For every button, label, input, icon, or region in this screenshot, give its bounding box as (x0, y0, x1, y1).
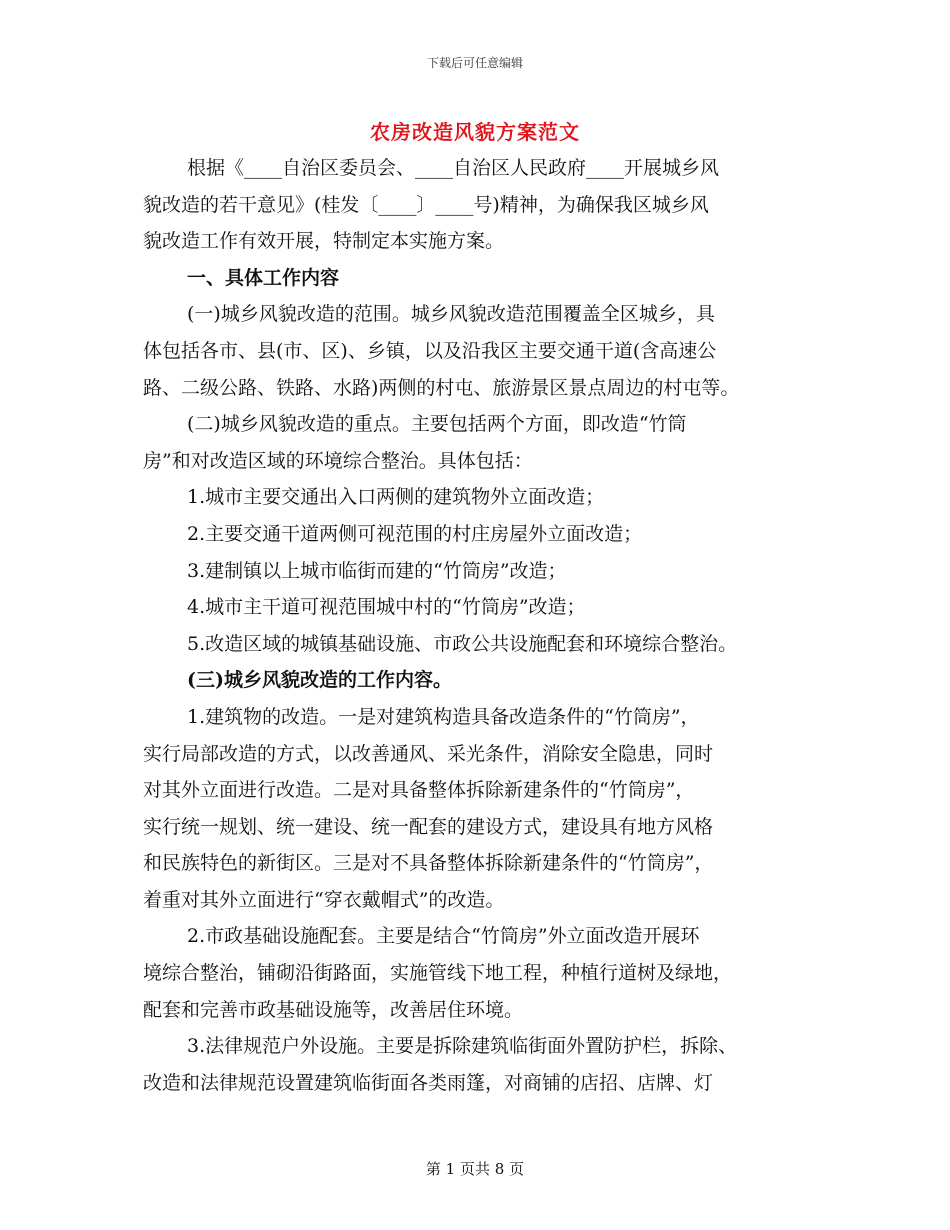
body-line: (二)城乡风貌改造的重点。主要包括两个方面，即改造“竹筒 (187, 413, 687, 436)
body-line: 根据《____自治区委员会、____自治区人民政府____开展城乡风 (187, 157, 720, 179)
body-line: 4.城市主干道可视范围城中村的“竹筒房”改造； (187, 596, 586, 619)
body-line: 改造和法律规范设置建筑临街面各类雨篷，对商铺的店招、店牌、灯 (143, 1071, 714, 1094)
body-line: 2.市政基础设施配套。主要是结合“竹筒房”外立面改造开展环 (187, 925, 700, 948)
body-line: 体包括各市、县(市、区)、乡镇，以及沿我区主要交通干道(含高速公 (143, 339, 717, 362)
body-line: 5.改造区域的城镇基础设施、市政公共设施配套和环境综合整治。 (187, 632, 738, 655)
body-line: 3.法律规范户外设施。主要是拆除建筑临街面外置防护栏，拆除、 (187, 1035, 738, 1058)
body-line: 1.建筑物的改造。一是对建筑构造具备改造条件的“竹筒房”， (187, 705, 700, 728)
body-line: 貌改造的若干意见》(桂发〔____〕____号)精神，为确保我区城乡风 (143, 193, 709, 216)
section-heading: (三)城乡风貌改造的工作内容。 (187, 669, 452, 692)
body-line: 房”和对改造区域的环境综合整治。具体包括： (143, 449, 533, 472)
document-body (143, 150, 823, 1101)
body-line: 路、二级公路、铁路、水路)两侧的村屯、旅游景区景点周边的村屯等。 (143, 376, 740, 399)
document-title: 农房改造风貌方案范文 (370, 120, 580, 144)
body-line: 着重对其外立面进行“穿衣戴帽式”的改造。 (143, 888, 505, 911)
body-line: 貌改造工作有效开展，特制定本实施方案。 (143, 230, 505, 253)
body-line: (一)城乡风貌改造的范围。城乡风貌改造范围覆盖全区城乡，具 (187, 303, 715, 326)
section-heading: 一、具体工作内容 (187, 266, 340, 289)
body-line: 对其外立面进行改造。二是对具备整体拆除新建条件的“竹筒房”， (143, 779, 695, 802)
body-line: 境综合整治，铺砌沿街路面，实施管线下地工程，种植行道树及绿地， (143, 962, 733, 985)
body-line: 和民族特色的新街区。三是对不具备整体拆除新建条件的“竹筒房”， (143, 852, 714, 875)
page-footer: 第 1 页共 8 页 (425, 1160, 525, 1178)
body-line: 2.主要交通干道两侧可视范围的村庄房屋外立面改造； (187, 522, 643, 545)
body-line: 实行统一规划、统一建设、统一配套的建设方式，建设具有地方风格 (143, 815, 714, 838)
body-line: 配套和完善市政基础设施等，改善居住环境。 (143, 998, 524, 1021)
body-line: 实行局部改造的方式，以改善通风、采光条件，消除安全隐患，同时 (143, 742, 714, 765)
body-line: 1.城市主要交通出入口两侧的建筑物外立面改造； (187, 486, 605, 509)
page-header: 下载后可任意编辑 (426, 56, 523, 70)
body-line: 3.建制镇以上城市临街而建的“竹筒房”改造； (187, 559, 567, 582)
